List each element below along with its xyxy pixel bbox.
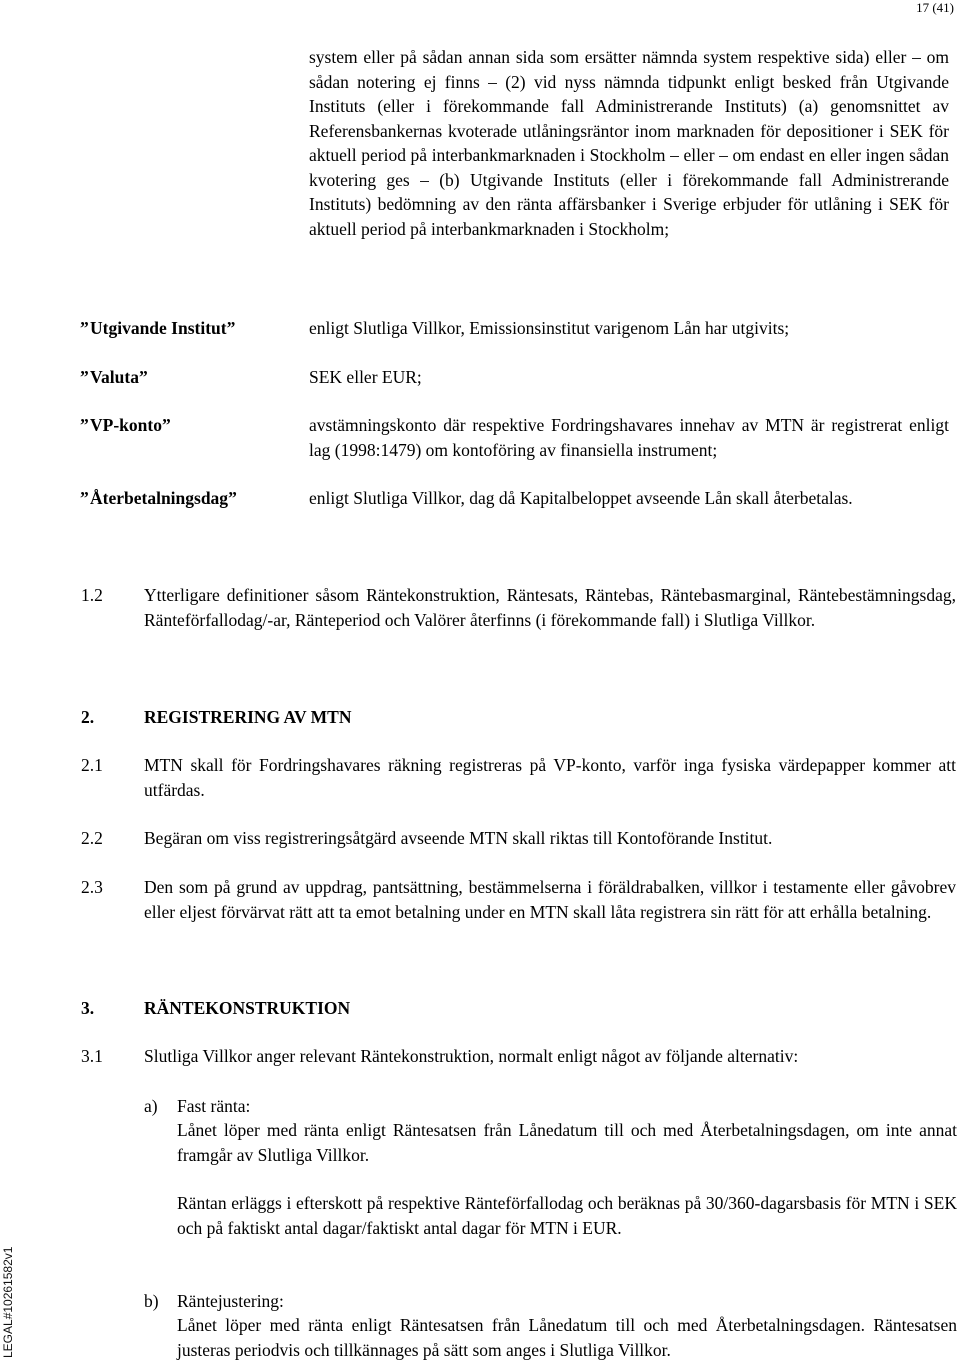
definition-text: enligt Slutliga Villkor, Emissionsinstitut varigenom Lån har utgivits; xyxy=(309,318,790,338)
section-heading: 3. RÄNTEKONSTRUKTION xyxy=(81,998,351,1018)
tick-mark: ” xyxy=(161,415,171,435)
tick-mark: ” xyxy=(226,318,236,338)
tick-mark: ” xyxy=(80,415,89,435)
section-number: 2.3 xyxy=(81,877,103,897)
alternative-title: Fast ränta: xyxy=(177,1096,251,1116)
section-number: 1.2 xyxy=(81,585,103,605)
definition-text: enligt Slutliga Villkor, dag då Kapitalbeloppet avseende Lån skall återbetalas. xyxy=(309,488,853,508)
alternative-title: Räntejustering: xyxy=(177,1291,284,1311)
tick-mark: ” xyxy=(80,318,89,338)
definition-term: ”Återbetalningsdag” xyxy=(80,486,238,511)
tick-mark: ” xyxy=(228,488,237,508)
section-number: 2.2 xyxy=(81,828,103,848)
document-id: LEGAL#10261582v1 xyxy=(1,1246,15,1358)
alternative-label: b) xyxy=(144,1291,159,1311)
definition-text: SEK eller EUR; xyxy=(309,367,422,387)
definition-term: ”Utgivande Institut” xyxy=(80,316,237,341)
section-number: 2.1 xyxy=(81,755,103,775)
page-number: 17 (41) xyxy=(916,0,954,15)
tick-mark: ” xyxy=(80,488,89,508)
definition-term: ”VP-konto” xyxy=(80,413,172,438)
section-number: 3.1 xyxy=(81,1046,103,1066)
alternative-paragraph: Räntan erläggs i efterskott på respektive Ränteförfallodag och beräknas på 30/360-dagarsbasis för MTN i SEK och på faktiskt antal dagar/faktiskt antal dagar för MTN i EUR. xyxy=(177,1193,957,1238)
section-text: Ytterligare definitioner såsom Räntekonstruktion, Räntesats, Räntebas, Räntebasmarginal, Räntebestämningsdag, Ränteförfallodag/-ar, Ränteperiod och Valörer återfinns (i förekommande fall) i Slutliga Villkor. xyxy=(144,585,956,630)
section-text: Begäran om viss registreringsåtgärd avseende MTN skall riktas till Kontoförande Institut. xyxy=(144,828,773,848)
tick-mark: ” xyxy=(80,367,89,387)
section-text: Slutliga Villkor anger relevant Räntekonstruktion, normalt enligt något av följande alternativ: xyxy=(144,1046,799,1066)
section-heading: 2. REGISTRERING AV MTN xyxy=(81,707,352,727)
tick-mark: ” xyxy=(138,367,148,387)
section-text: Den som på grund av uppdrag, pantsättning, bestämmelserna i föräldrabalken, villkor i testamente eller gåvobrev eller eljest förvärvat rätt att ta emot betalning under en MTN skall låta registrera sin rätt för att erhålla betalning. xyxy=(144,877,956,922)
alternative-label: a) xyxy=(144,1096,158,1116)
intro-continuation: system eller på sådan annan sida som ersätter nämnda system respektive sida) eller – om sådan notering ej finns – (2) vid nyss nämnda tidpunkt enligt besked från Utgivande Instituts (eller i förekommande fall Administrerande Instituts) (a) genomsnittet av Referensbankernas kvoterade utlåningsräntor inom marknaden för depositioner i SEK för aktuell period på interbankmarknaden i Stockholm – eller – om endast en eller ingen sådan kvotering ges – (b) Utgivande Instituts (eller i förekommande fall Administrerande Instituts) bedömning av den ränta affärsbanker i Sverige erbjuder för utlåning i SEK för aktuell period på interbankmarknaden i Stockholm; xyxy=(309,47,949,239)
definition-text: avstämningskonto där respektive Fordringshavares innehav av MTN är registrerat enligt lag (1998:1479) om kontoföring av finansiella instrument; xyxy=(309,415,949,460)
alternative-paragraph: Lånet löper med ränta enligt Räntesatsen från Lånedatum till och med Återbetalningsdagen, om inte annat framgår av Slutliga Villkor. xyxy=(177,1120,957,1165)
definition-term: ”Valuta” xyxy=(80,365,149,390)
section-text: MTN skall för Fordringshavares räkning registreras på VP-konto, varför inga fysiska värdepapper kommer att utfärdas. xyxy=(144,755,956,800)
alternative-paragraph: Lånet löper med ränta enligt Räntesatsen från Lånedatum till och med Återbetalningsdagen. Räntesatsen justeras periodvis och tillkännages på sätt som anges i Slutliga Villkor. xyxy=(177,1315,957,1360)
